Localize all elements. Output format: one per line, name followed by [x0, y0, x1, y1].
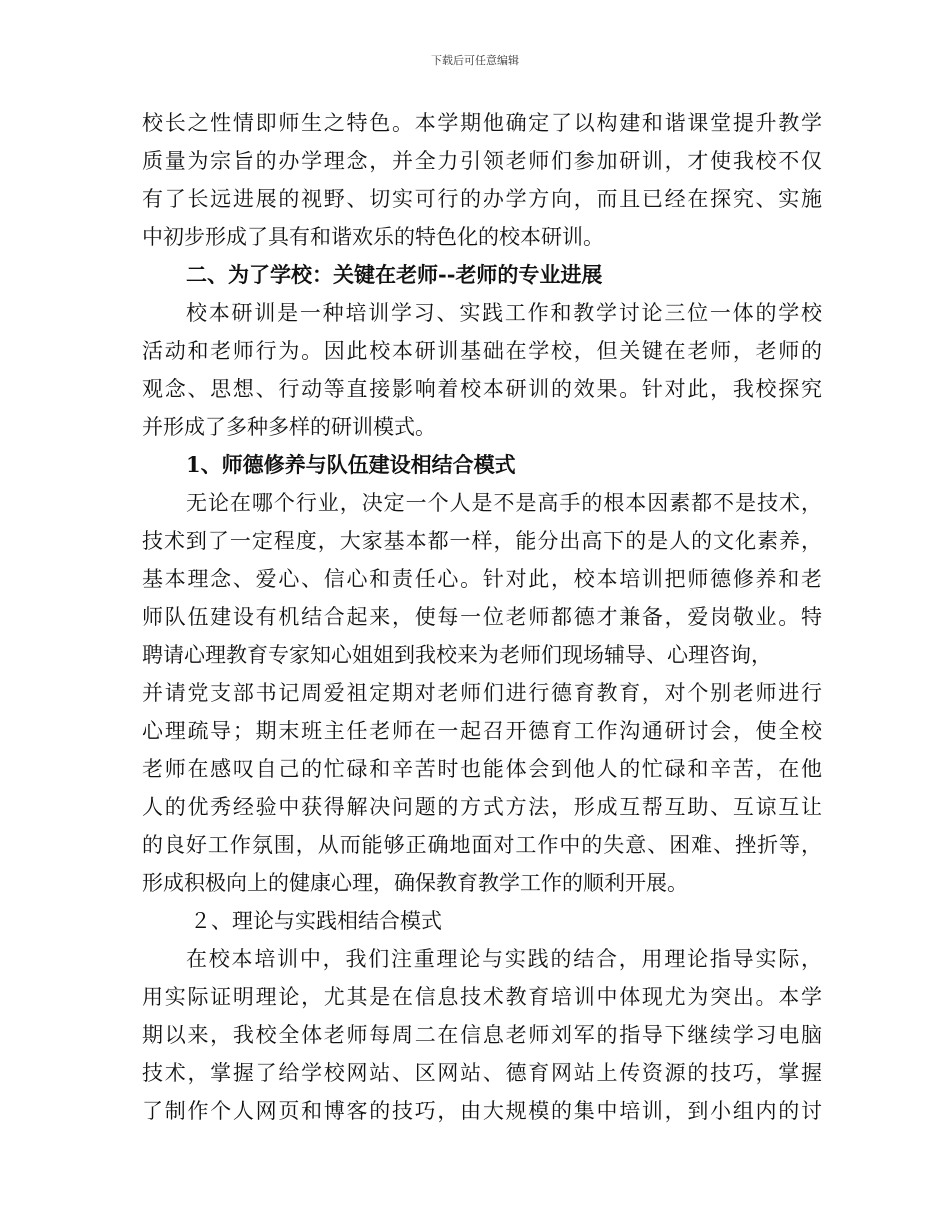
text-line: 技术，掌握了给学校网站、区网站、德育网站上传资源的技巧，掌握 — [142, 1061, 822, 1085]
text-line: 期以来，我校全体老师每周二在信息老师刘军的指导下继续学习电脑 — [142, 1023, 822, 1047]
document-body — [142, 104, 822, 1130]
text-line: 活动和老师行为。因此校本研训基础在学校，但关键在老师，老师的 — [142, 339, 822, 363]
text-line: 聘请心理教育专家知心姐姐到我校来为老师们现场辅导、心理咨询， — [142, 643, 772, 667]
text-line: 中初步形成了具有和谐欢乐的特色化的校本研训。 — [142, 225, 604, 249]
text-line: 观念、思想、行动等直接影响着校本研训的效果。针对此，我校探究 — [142, 377, 822, 401]
page-header-note: 下载后可任意编辑 — [431, 54, 519, 67]
text-line: 老师在感叹自己的忙碌和辛苦时也能体会到他人的忙碌和辛苦，在他 — [142, 757, 822, 781]
section-heading: 二、为了学校：关键在老师--老师的专业进展 — [186, 262, 603, 287]
text-line: 并形成了多种多样的研训模式。 — [142, 415, 436, 439]
subsection-heading: 1、师德修养与队伍建设相结合模式 — [186, 452, 516, 477]
text-line: 质量为宗旨的办学理念，并全力引领老师们参加研训，才使我校不仅 — [142, 149, 822, 173]
text-line: 有了长远进展的视野、切实可行的办学方向，而且已经在探究、实施 — [142, 187, 822, 211]
text-line: 校长之性情即师生之特色。本学期他确定了以构建和谐课堂提升教学 — [142, 111, 822, 135]
text-line: 了制作个人网页和博客的技巧，由大规模的集中培训，到小组内的讨 — [142, 1099, 822, 1123]
text-line: 在校本培训中，我们注重理论与实践的结合，用理论指导实际， — [186, 947, 822, 971]
text-line: 校本研训是一种培训学习、实践工作和教学讨论三位一体的学校 — [186, 301, 822, 325]
text-line: 心理疏导；期末班主任老师在一起召开德育工作沟通研讨会，使全校 — [142, 719, 822, 743]
text-line: 人的优秀经验中获得解决问题的方式方法，形成互帮互助、互谅互让 — [142, 795, 822, 819]
text-line: 并请党支部书记周爱祖定期对老师们进行德育教育，对个别老师进行 — [142, 681, 822, 705]
text-line: 无论在哪个行业，决定一个人是不是高手的根本因素都不是技术， — [186, 491, 822, 515]
text-line: 基本理念、爱心、信心和责任心。针对此，校本培训把师德修养和老 — [142, 567, 822, 591]
text-line: 师队伍建设有机结合起来，使每一位老师都德才兼备，爱岗敬业。特 — [142, 605, 822, 629]
text-line: 用实际证明理论，尤其是在信息技术教育培训中体现尤为突出。本学 — [142, 985, 822, 1009]
text-line: 的良好工作氛围，从而能够正确地面对工作中的失意、困难、挫折等， — [142, 833, 822, 857]
subsection-heading: ２、理论与实践相结合模式 — [190, 909, 442, 933]
text-line: 技术到了一定程度，大家基本都一样，能分出高下的是人的文化素养， — [142, 529, 822, 553]
text-line: 形成积极向上的健康心理，确保教育教学工作的顺利开展。 — [142, 871, 688, 895]
